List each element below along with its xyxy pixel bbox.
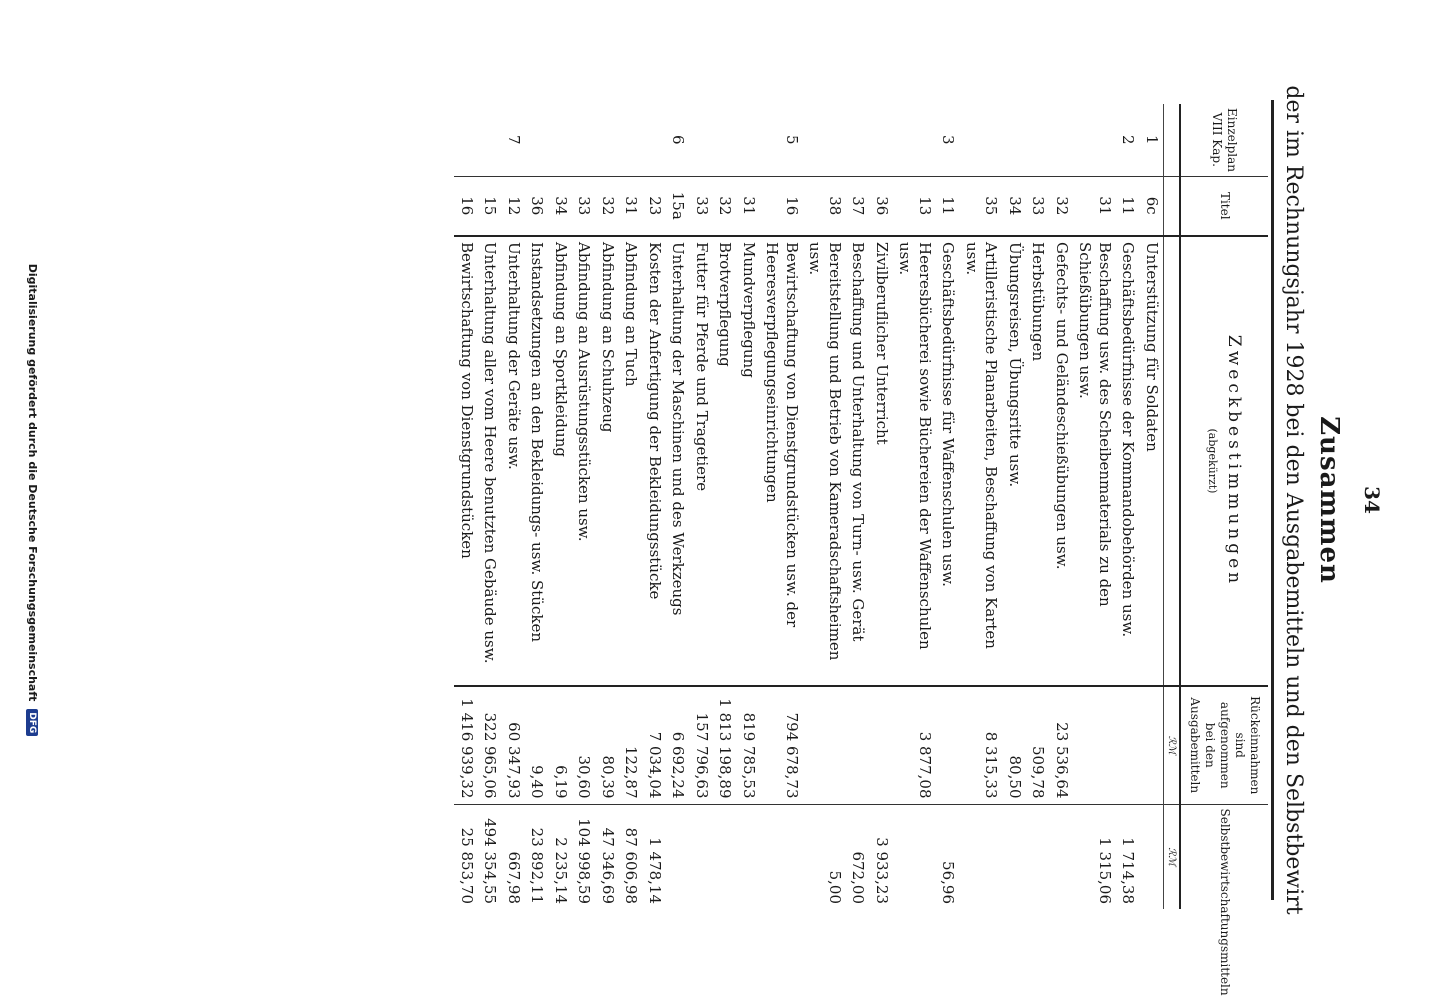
ausgabe-cell bbox=[1073, 686, 1116, 804]
ausgabe-cell: 157 796,63 bbox=[690, 686, 714, 804]
titel-cell: 33 bbox=[690, 176, 714, 236]
selbst-cell bbox=[1003, 804, 1027, 909]
header-ausgabe: Rückeinnahmen sind aufgenommen bei den Ausgabemitteln bbox=[1180, 686, 1268, 804]
zweck-cell: Unterhaltung der Maschinen und des Werkzeugs bbox=[666, 236, 690, 686]
kap-cell: 6 bbox=[669, 134, 688, 145]
kap-cell bbox=[690, 104, 714, 176]
zweck-cell: Futter für Pferde und Tragetiere bbox=[690, 236, 714, 686]
table-row bbox=[737, 104, 761, 909]
ausgabe-cell: 6,19 bbox=[549, 686, 573, 804]
title-rule bbox=[1271, 100, 1274, 900]
zweck-cell: Beschaffung usw. des Scheibenmaterials zu den Schießübungen usw. bbox=[1073, 236, 1116, 686]
page-subtitle: der im Rechnungsjahr 1928 bei den Ausgabemitteln und den Selbstbewirt bbox=[1281, 85, 1306, 915]
selbst-cell: 25 853,70 bbox=[455, 804, 479, 909]
titel-cell: 36 bbox=[525, 176, 549, 236]
ausgabe-cell: 60 347,93 bbox=[502, 686, 526, 804]
titel-cell: 33 bbox=[1026, 176, 1050, 236]
kap-cell bbox=[572, 104, 596, 176]
table-row bbox=[960, 104, 1003, 909]
titel-cell: 13 bbox=[893, 176, 936, 236]
kap-cell bbox=[478, 104, 502, 176]
titel-cell: 33 bbox=[572, 176, 596, 236]
selbst-cell bbox=[1026, 804, 1050, 909]
kap-cell bbox=[846, 104, 870, 176]
selbst-cell: 494 354,55 bbox=[478, 804, 502, 909]
table-row bbox=[1140, 104, 1164, 909]
ledger-body bbox=[455, 104, 1164, 909]
selbst-cell: 1 315,06 bbox=[1073, 804, 1116, 909]
table-row bbox=[870, 104, 894, 909]
kap-cell bbox=[619, 104, 643, 176]
ausgabe-cell bbox=[936, 686, 960, 804]
titel-cell: 16 bbox=[760, 176, 803, 236]
table-row bbox=[572, 104, 596, 909]
table-row bbox=[690, 104, 714, 909]
titel-cell: 31 bbox=[619, 176, 643, 236]
zweck-cell: Brotverpflegung bbox=[713, 236, 737, 686]
titel-cell: 12 bbox=[502, 176, 526, 236]
titel-cell: 32 bbox=[596, 176, 620, 236]
ausgabe-cell: 1 813 198,89 bbox=[713, 686, 737, 804]
table-row bbox=[1003, 104, 1027, 909]
selbst-cell bbox=[760, 804, 803, 909]
table-row bbox=[846, 104, 870, 909]
zweck-cell: Zivilberuflicher Unterricht bbox=[870, 236, 894, 686]
zweck-cell: Abfindung an Sportkleidung bbox=[549, 236, 573, 686]
unit-blank bbox=[1164, 176, 1181, 236]
kap-cell bbox=[643, 104, 667, 176]
kap-cell: 1 bbox=[1143, 134, 1161, 145]
table-row bbox=[643, 104, 667, 909]
selbst-cell: 2 235,14 bbox=[549, 804, 573, 909]
zweck-cell: Artilleristische Planarbeiten, Beschaffung von Karten usw. bbox=[960, 236, 1003, 686]
table-row bbox=[1116, 104, 1140, 909]
kap-cell bbox=[1026, 104, 1050, 176]
table-row bbox=[1026, 104, 1050, 909]
zweck-cell: Heeresbücherei sowie Büchereien der Waffenschulen usw. bbox=[893, 236, 936, 686]
zweck-cell: Bewirtschaftung von Dienstgrundstücken usw. der Heeresverpflegungseinrichtungen bbox=[760, 236, 803, 686]
table-row bbox=[1073, 104, 1116, 909]
zweck-cell: Geschäftsbedürfnisse für Waffenschulen usw. bbox=[936, 236, 960, 686]
page-title: Zusammen bbox=[1314, 416, 1344, 584]
unit-row bbox=[1164, 104, 1181, 909]
kap-cell bbox=[713, 104, 737, 176]
kap-cell bbox=[893, 104, 936, 176]
kap-cell bbox=[596, 104, 620, 176]
zweck-cell: Unterstützung für Soldaten bbox=[1140, 236, 1164, 686]
titel-cell: 34 bbox=[1003, 176, 1027, 236]
kap-cell bbox=[870, 104, 894, 176]
selbst-cell bbox=[1050, 804, 1074, 909]
zweck-cell: Herbstübungen bbox=[1026, 236, 1050, 686]
kap-cell bbox=[549, 104, 573, 176]
ausgabe-cell: 80,39 bbox=[596, 686, 620, 804]
ausgabe-cell: 6 692,24 bbox=[666, 686, 690, 804]
kap-cell bbox=[525, 104, 549, 176]
page-number: 34 bbox=[1360, 486, 1384, 514]
ausgabe-cell: 3 877,08 bbox=[893, 686, 936, 804]
unit-blank bbox=[1164, 104, 1181, 176]
table-row bbox=[455, 104, 479, 909]
ausgabe-cell: 8 315,33 bbox=[960, 686, 1003, 804]
header-zweck-label: Zweckbestimmungen bbox=[1224, 334, 1244, 588]
table-row bbox=[502, 104, 526, 909]
zweck-cell: Beschaffung und Unterhaltung von Turn- usw. Gerät bbox=[846, 236, 870, 686]
kap-cell bbox=[737, 104, 761, 176]
selbst-cell bbox=[1140, 804, 1164, 909]
titel-cell: 16 bbox=[455, 176, 479, 236]
titel-cell: 31 bbox=[1073, 176, 1116, 236]
titel-cell: 36 bbox=[870, 176, 894, 236]
titel-cell: 15a bbox=[666, 176, 690, 236]
titel-cell: 15 bbox=[478, 176, 502, 236]
zweck-cell: Geschäftsbedürfnisse der Kommandobehörden usw. bbox=[1116, 236, 1140, 686]
unit-selbst: ℛℳ bbox=[1164, 804, 1181, 909]
header-titel: Titel bbox=[1180, 176, 1268, 236]
kap-cell bbox=[1050, 104, 1074, 176]
zweck-cell: Bewirtschaftung von Dienstgrundstücken bbox=[455, 236, 479, 686]
selbst-cell: 672,00 bbox=[846, 804, 870, 909]
ausgabe-cell: 9,40 bbox=[525, 686, 549, 804]
ausgabe-cell: 7 034,04 bbox=[643, 686, 667, 804]
header-kap: Einzelplan VIII Kap. bbox=[1180, 104, 1268, 176]
selbst-cell: 104 998,59 bbox=[572, 804, 596, 909]
table-row bbox=[1050, 104, 1074, 909]
selbst-cell: 23 892,11 bbox=[525, 804, 549, 909]
selbst-cell bbox=[960, 804, 1003, 909]
selbst-cell: 3 933,23 bbox=[870, 804, 894, 909]
table-row bbox=[596, 104, 620, 909]
ausgabe-cell: 80,50 bbox=[1003, 686, 1027, 804]
ausgabe-cell bbox=[1140, 686, 1164, 804]
zweck-cell: Unterhaltung aller vom Heere benutzten Gebäude usw. bbox=[478, 236, 502, 686]
kap-cell bbox=[960, 104, 1003, 176]
table-row bbox=[666, 104, 690, 909]
titel-cell: 11 bbox=[1116, 176, 1140, 236]
selbst-cell: 47 346,69 bbox=[596, 804, 620, 909]
zweck-cell: Übungsreisen, Übungsritte usw. bbox=[1003, 236, 1027, 686]
table-row bbox=[478, 104, 502, 909]
table-row bbox=[549, 104, 573, 909]
titel-cell: 32 bbox=[1050, 176, 1074, 236]
digitization-note bbox=[26, 0, 39, 1000]
ausgabe-cell: 322 965,06 bbox=[478, 686, 502, 804]
header-zweck-sub: (abgekürzt) bbox=[1205, 428, 1219, 494]
header-zweck bbox=[1180, 236, 1268, 686]
selbst-cell: 1 478,14 bbox=[643, 804, 667, 909]
table-row bbox=[803, 104, 846, 909]
selbst-cell: 1 714,38 bbox=[1116, 804, 1140, 909]
header-selbst: Selbstbewirtschaftungsmitteln bbox=[1180, 804, 1268, 909]
unit-ausgabe: ℛℳ bbox=[1164, 686, 1181, 804]
titel-cell: 34 bbox=[549, 176, 573, 236]
selbst-cell: 5,00 bbox=[803, 804, 846, 909]
ausgabe-cell: 1 416 939,32 bbox=[455, 686, 479, 804]
titel-cell: 37 bbox=[846, 176, 870, 236]
titel-cell: 6c bbox=[1140, 176, 1164, 236]
selbst-cell bbox=[713, 804, 737, 909]
table-row bbox=[760, 104, 803, 909]
ausgabe-cell bbox=[870, 686, 894, 804]
digitization-note-text: Digitalisierung gefördert durch die Deutsche Forschungsgemeinschaft bbox=[26, 263, 39, 702]
ausgabe-cell: 509,78 bbox=[1026, 686, 1050, 804]
table-row bbox=[893, 104, 936, 909]
table-row bbox=[713, 104, 737, 909]
selbst-cell: 87 606,98 bbox=[619, 804, 643, 909]
zweck-cell: Bereitstellung und Betrieb von Kameradschaftsheimen usw. bbox=[803, 236, 846, 686]
ledger-table bbox=[455, 104, 1269, 996]
ausgabe-cell: 794 678,73 bbox=[760, 686, 803, 804]
selbst-cell bbox=[737, 804, 761, 909]
zweck-cell: Gefechts- und Geländeschießübungen usw. bbox=[1050, 236, 1074, 686]
kap-cell bbox=[1073, 104, 1116, 176]
zweck-cell: Abfindung an Schuhzeug bbox=[596, 236, 620, 686]
titel-cell: 38 bbox=[803, 176, 846, 236]
titel-cell: 32 bbox=[713, 176, 737, 236]
titel-cell: 35 bbox=[960, 176, 1003, 236]
zweck-cell: Instandsetzungen an den Bekleidungs- usw. Stücken bbox=[525, 236, 549, 686]
kap-cell: 2 bbox=[1119, 134, 1138, 145]
kap-cell: 3 bbox=[939, 134, 958, 145]
kap-cell: 7 bbox=[505, 134, 523, 145]
titel-cell: 23 bbox=[643, 176, 667, 236]
ausgabe-cell: 819 785,53 bbox=[737, 686, 761, 804]
selbst-cell: 56,96 bbox=[936, 804, 960, 909]
zweck-cell: Abfindung an Tuch bbox=[619, 236, 643, 686]
selbst-cell bbox=[666, 804, 690, 909]
kap-cell bbox=[455, 104, 479, 176]
kap-cell bbox=[803, 104, 846, 176]
zweck-cell: Kosten der Anfertigung der Bekleidungsstücke bbox=[643, 236, 667, 686]
kap-cell: 5 bbox=[783, 134, 801, 145]
table-row bbox=[619, 104, 643, 909]
ausgabe-cell: 122,87 bbox=[619, 686, 643, 804]
selbst-cell: 667,98 bbox=[502, 804, 526, 909]
table-row bbox=[525, 104, 549, 909]
dfg-logo: DFG bbox=[26, 709, 38, 736]
selbst-cell bbox=[690, 804, 714, 909]
ausgabe-cell: 23 536,64 bbox=[1050, 686, 1074, 804]
ausgabe-cell bbox=[1116, 686, 1140, 804]
ausgabe-cell: 30,60 bbox=[572, 686, 596, 804]
zweck-cell: Abfindung an Ausrüstungsstücken usw. bbox=[572, 236, 596, 686]
table-row bbox=[936, 104, 960, 909]
titel-cell: 11 bbox=[936, 176, 960, 236]
kap-cell bbox=[1003, 104, 1027, 176]
zweck-cell: Mundverpflegung bbox=[737, 236, 761, 686]
unit-blank bbox=[1164, 236, 1181, 686]
ausgabe-cell bbox=[846, 686, 870, 804]
titel-cell: 31 bbox=[737, 176, 761, 236]
selbst-cell bbox=[893, 804, 936, 909]
zweck-cell: Unterhaltung der Geräte usw. bbox=[502, 236, 526, 686]
ausgabe-cell bbox=[803, 686, 846, 804]
